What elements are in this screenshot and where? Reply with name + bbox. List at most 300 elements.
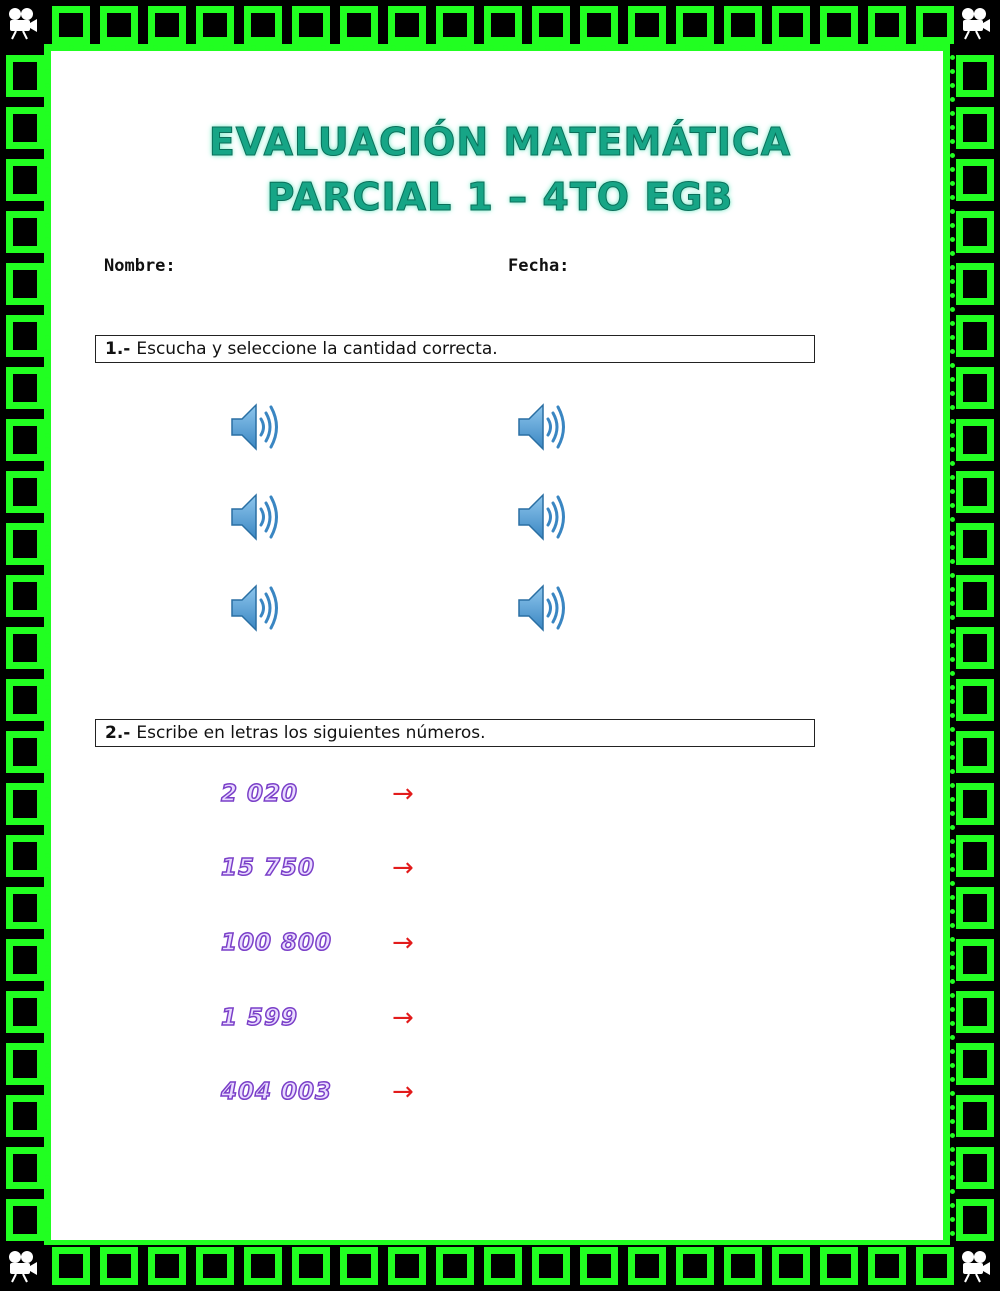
movie-camera-icon — [5, 6, 39, 40]
film-perforation — [45, 293, 50, 298]
film-perforation — [461, 45, 466, 50]
film-perforation — [405, 45, 410, 50]
film-perforation — [45, 475, 50, 480]
question-1-text: Escucha y seleccione la cantidad correcta. — [136, 339, 498, 359]
film-perforation — [559, 45, 564, 50]
film-frame-square — [956, 263, 994, 305]
film-frame-square — [956, 887, 994, 929]
film-frame-square — [6, 939, 44, 981]
film-frame-square — [916, 1247, 954, 1285]
film-perforation — [45, 433, 50, 438]
film-frame-square — [956, 991, 994, 1033]
film-perforation — [45, 1049, 50, 1054]
film-perforation — [293, 45, 298, 50]
film-frame-square — [484, 1247, 522, 1285]
film-frame-square — [676, 6, 714, 44]
film-perforation — [45, 1007, 50, 1012]
film-frame-square — [956, 1199, 994, 1241]
film-perforation — [45, 265, 50, 270]
film-perforation — [45, 97, 50, 102]
film-perforation — [950, 447, 955, 452]
film-perforation — [45, 657, 50, 662]
film-perforation — [573, 1240, 578, 1245]
film-perforation — [45, 881, 50, 886]
film-perforation — [45, 223, 50, 228]
film-frame-square — [6, 315, 44, 357]
film-perforation — [45, 937, 50, 942]
film-frame-square — [628, 6, 666, 44]
film-frame-square — [868, 6, 906, 44]
film-perforation — [713, 1240, 718, 1245]
film-perforation — [657, 1240, 662, 1245]
film-perforation — [950, 377, 955, 382]
film-perforation — [503, 1240, 508, 1245]
film-perforation — [950, 223, 955, 228]
film-perforation — [629, 1240, 634, 1245]
film-perforation — [950, 601, 955, 606]
film-perforation — [45, 1161, 50, 1166]
film-frame-square — [820, 1247, 858, 1285]
film-frame-square — [6, 835, 44, 877]
film-frame-square — [676, 1247, 714, 1285]
film-perforation — [237, 1240, 242, 1245]
film-perforation — [950, 587, 955, 592]
movie-camera-icon — [5, 1249, 39, 1283]
film-perforation — [755, 45, 760, 50]
film-perforation — [950, 1161, 955, 1166]
film-perforation — [209, 1240, 214, 1245]
film-perforation — [950, 251, 955, 256]
film-frame-square — [484, 6, 522, 44]
film-perforation — [950, 657, 955, 662]
film-perforation — [615, 45, 620, 50]
film-perforation — [950, 293, 955, 298]
film-perforation — [950, 839, 955, 844]
film-perforation — [699, 45, 704, 50]
film-frame-square — [956, 523, 994, 565]
film-perforation — [587, 1240, 592, 1245]
film-frame-square — [6, 55, 44, 97]
film-perforation — [45, 1203, 50, 1208]
film-perforation — [45, 167, 50, 172]
film-frame-square — [436, 6, 474, 44]
film-perforation — [167, 1240, 172, 1245]
film-perforation — [950, 335, 955, 340]
film-perforation — [950, 1189, 955, 1194]
film-perforation — [950, 265, 955, 270]
film-perforation — [517, 1240, 522, 1245]
film-perforation — [950, 1049, 955, 1054]
film-frame-square — [6, 731, 44, 773]
film-perforation — [125, 1240, 130, 1245]
film-perforation — [950, 769, 955, 774]
film-perforation — [923, 1240, 928, 1245]
film-perforation — [45, 979, 50, 984]
film-perforation — [950, 1063, 955, 1068]
film-perforation — [45, 895, 50, 900]
film-perforation — [45, 615, 50, 620]
number-item: 1 599 — [221, 1005, 299, 1031]
film-perforation — [45, 993, 50, 998]
film-frame-square — [6, 263, 44, 305]
film-perforation — [950, 755, 955, 760]
film-perforation — [950, 97, 955, 102]
film-perforation — [950, 461, 955, 466]
film-perforation — [55, 45, 60, 50]
film-perforation — [950, 573, 955, 578]
film-frame-square — [6, 419, 44, 461]
film-perforation — [45, 517, 50, 522]
speaker-icon[interactable] — [228, 489, 284, 545]
film-perforation — [950, 1217, 955, 1222]
film-perforation — [125, 45, 130, 50]
film-perforation — [153, 45, 158, 50]
film-frame-square — [340, 6, 378, 44]
film-perforation — [419, 1240, 424, 1245]
film-perforation — [950, 503, 955, 508]
film-perforation — [950, 531, 955, 536]
film-perforation — [950, 419, 955, 424]
film-frame-square — [956, 575, 994, 617]
film-perforation — [909, 45, 914, 50]
film-perforation — [923, 45, 928, 50]
film-perforation — [517, 45, 522, 50]
film-perforation — [950, 727, 955, 732]
film-frame-square — [956, 419, 994, 461]
film-perforation — [531, 1240, 536, 1245]
number-item: 100 800 — [221, 930, 333, 956]
film-frame-square — [956, 367, 994, 409]
film-perforation — [45, 279, 50, 284]
arrow-icon: → — [392, 928, 414, 958]
film-frame-square — [532, 1247, 570, 1285]
worksheet-title-line2: PARCIAL 1 – 4TO EGB — [266, 175, 734, 219]
film-perforation — [45, 1231, 50, 1236]
film-perforation — [45, 1175, 50, 1180]
film-perforation — [950, 1147, 955, 1152]
film-perforation — [950, 391, 955, 396]
film-perforation — [447, 45, 452, 50]
film-perforation — [950, 629, 955, 634]
film-perforation — [741, 45, 746, 50]
film-frame-square — [148, 6, 186, 44]
film-perforation — [671, 45, 676, 50]
film-perforation — [950, 433, 955, 438]
film-perforation — [950, 83, 955, 88]
film-perforation — [45, 545, 50, 550]
film-perforation — [895, 45, 900, 50]
date-label: Fecha: — [508, 256, 570, 276]
film-perforation — [45, 349, 50, 354]
film-perforation — [139, 1240, 144, 1245]
film-perforation — [45, 811, 50, 816]
speaker-icon[interactable] — [228, 399, 284, 455]
film-perforation — [950, 1119, 955, 1124]
film-perforation — [45, 699, 50, 704]
question-2-number: 2.- — [105, 723, 131, 743]
film-perforation — [45, 755, 50, 760]
film-perforation — [950, 1007, 955, 1012]
film-perforation — [629, 45, 634, 50]
film-frame-square — [6, 1199, 44, 1241]
film-perforation — [461, 1240, 466, 1245]
film-perforation — [950, 517, 955, 522]
film-perforation — [895, 1240, 900, 1245]
film-perforation — [209, 45, 214, 50]
film-frame-square — [52, 6, 90, 44]
film-perforation — [45, 965, 50, 970]
film-perforation — [45, 503, 50, 508]
film-perforation — [45, 867, 50, 872]
film-perforation — [111, 1240, 116, 1245]
film-perforation — [45, 671, 50, 676]
film-frame-square — [956, 679, 994, 721]
film-perforation — [45, 1035, 50, 1040]
film-perforation — [111, 45, 116, 50]
film-perforation — [755, 1240, 760, 1245]
film-frame-square — [292, 1247, 330, 1285]
film-perforation — [45, 853, 50, 858]
film-perforation — [909, 1240, 914, 1245]
film-perforation — [950, 713, 955, 718]
film-perforation — [45, 391, 50, 396]
film-perforation — [950, 1077, 955, 1082]
film-perforation — [503, 45, 508, 50]
film-perforation — [950, 405, 955, 410]
film-frame-square — [6, 1147, 44, 1189]
speaker-icon[interactable] — [515, 399, 571, 455]
film-perforation — [433, 45, 438, 50]
film-frame-square — [388, 1247, 426, 1285]
film-frame-square — [388, 6, 426, 44]
speaker-icon[interactable] — [515, 580, 571, 636]
film-perforation — [950, 671, 955, 676]
film-perforation — [45, 111, 50, 116]
film-perforation — [391, 1240, 396, 1245]
film-perforation — [475, 45, 480, 50]
film-frame-square — [956, 1043, 994, 1085]
film-perforation — [853, 45, 858, 50]
speaker-icon[interactable] — [515, 489, 571, 545]
film-perforation — [797, 45, 802, 50]
film-perforation — [377, 1240, 382, 1245]
film-perforation — [237, 45, 242, 50]
film-perforation — [545, 1240, 550, 1245]
film-frame-square — [820, 6, 858, 44]
film-frame-square — [868, 1247, 906, 1285]
film-perforation — [45, 447, 50, 452]
film-perforation — [950, 783, 955, 788]
film-frame-square — [772, 6, 810, 44]
film-frame-square — [6, 783, 44, 825]
movie-camera-icon — [958, 6, 992, 40]
film-perforation — [391, 45, 396, 50]
film-frame-square — [628, 1247, 666, 1285]
film-perforation — [601, 1240, 606, 1245]
film-perforation — [950, 559, 955, 564]
film-perforation — [251, 1240, 256, 1245]
film-perforation — [181, 1240, 186, 1245]
film-perforation — [363, 45, 368, 50]
film-perforation — [45, 335, 50, 340]
film-perforation — [69, 45, 74, 50]
film-frame-square — [100, 1247, 138, 1285]
film-perforation — [489, 1240, 494, 1245]
film-perforation — [45, 713, 50, 718]
film-perforation — [321, 45, 326, 50]
film-perforation — [223, 1240, 228, 1245]
number-item: 404 003 — [221, 1079, 333, 1105]
film-perforation — [950, 489, 955, 494]
film-perforation — [223, 45, 228, 50]
worksheet-page — [51, 51, 943, 1240]
film-perforation — [349, 45, 354, 50]
film-perforation — [69, 1240, 74, 1245]
film-perforation — [950, 965, 955, 970]
film-perforation — [419, 45, 424, 50]
question-2-text: Escribe en letras los siguientes números. — [136, 723, 486, 743]
film-perforation — [950, 167, 955, 172]
film-frame-square — [6, 991, 44, 1033]
speaker-icon[interactable] — [228, 580, 284, 636]
film-frame-square — [6, 1095, 44, 1137]
film-perforation — [45, 769, 50, 774]
film-perforation — [45, 629, 50, 634]
film-frame-square — [956, 315, 994, 357]
film-perforation — [45, 601, 50, 606]
film-perforation — [45, 1105, 50, 1110]
film-perforation — [335, 45, 340, 50]
film-perforation — [377, 45, 382, 50]
film-perforation — [531, 45, 536, 50]
film-frame-square — [956, 939, 994, 981]
film-frame-square — [6, 575, 44, 617]
film-perforation — [769, 1240, 774, 1245]
film-perforation — [45, 573, 50, 578]
film-perforation — [307, 1240, 312, 1245]
film-frame-square — [6, 471, 44, 513]
film-perforation — [950, 909, 955, 914]
film-perforation — [45, 727, 50, 732]
film-perforation — [45, 237, 50, 242]
film-perforation — [45, 531, 50, 536]
film-perforation — [55, 1240, 60, 1245]
film-perforation — [881, 45, 886, 50]
film-perforation — [45, 951, 50, 956]
film-perforation — [45, 251, 50, 256]
film-perforation — [321, 1240, 326, 1245]
film-perforation — [950, 237, 955, 242]
film-frame-square — [6, 887, 44, 929]
question-1-number: 1.- — [105, 339, 131, 359]
film-perforation — [279, 1240, 284, 1245]
film-perforation — [45, 783, 50, 788]
film-perforation — [45, 909, 50, 914]
film-perforation — [950, 545, 955, 550]
film-perforation — [45, 1217, 50, 1222]
film-perforation — [153, 1240, 158, 1245]
film-perforation — [950, 1035, 955, 1040]
film-perforation — [881, 1240, 886, 1245]
film-perforation — [783, 1240, 788, 1245]
film-perforation — [950, 643, 955, 648]
film-frame-square — [724, 6, 762, 44]
film-perforation — [405, 1240, 410, 1245]
film-frame-square — [244, 6, 282, 44]
film-perforation — [657, 45, 662, 50]
film-perforation — [45, 321, 50, 326]
arrow-icon: → — [392, 1077, 414, 1107]
film-perforation — [587, 45, 592, 50]
film-perforation — [811, 45, 816, 50]
arrow-icon: → — [392, 1003, 414, 1033]
film-perforation — [950, 741, 955, 746]
question-2-box — [95, 719, 815, 747]
film-perforation — [727, 1240, 732, 1245]
film-perforation — [167, 45, 172, 50]
film-perforation — [45, 685, 50, 690]
worksheet-title-line1: EVALUACIÓN MATEMÁTICA — [208, 120, 792, 164]
film-perforation — [139, 45, 144, 50]
film-perforation — [545, 45, 550, 50]
film-perforation — [950, 1133, 955, 1138]
film-perforation — [685, 45, 690, 50]
film-perforation — [825, 45, 830, 50]
film-frame-square — [148, 1247, 186, 1285]
film-frame-square — [52, 1247, 90, 1285]
film-perforation — [950, 895, 955, 900]
film-perforation — [363, 1240, 368, 1245]
film-perforation — [45, 587, 50, 592]
film-perforation — [251, 45, 256, 50]
film-perforation — [950, 1231, 955, 1236]
film-perforation — [45, 363, 50, 368]
film-perforation — [727, 45, 732, 50]
film-perforation — [45, 559, 50, 564]
question-1-box — [95, 335, 815, 363]
film-perforation — [45, 741, 50, 746]
film-perforation — [950, 69, 955, 74]
film-perforation — [45, 307, 50, 312]
film-perforation — [475, 1240, 480, 1245]
film-perforation — [643, 45, 648, 50]
film-perforation — [489, 45, 494, 50]
film-frame-square — [956, 731, 994, 773]
film-perforation — [45, 1091, 50, 1096]
film-perforation — [950, 321, 955, 326]
film-perforation — [181, 45, 186, 50]
film-frame-square — [100, 6, 138, 44]
film-perforation — [950, 699, 955, 704]
film-frame-square — [6, 679, 44, 721]
film-perforation — [839, 45, 844, 50]
film-perforation — [45, 923, 50, 928]
film-frame-square — [956, 783, 994, 825]
film-perforation — [335, 1240, 340, 1245]
film-perforation — [937, 1240, 942, 1245]
film-perforation — [293, 1240, 298, 1245]
film-perforation — [97, 45, 102, 50]
film-perforation — [45, 797, 50, 802]
film-perforation — [853, 1240, 858, 1245]
film-perforation — [950, 881, 955, 886]
film-perforation — [685, 1240, 690, 1245]
film-perforation — [937, 45, 942, 50]
film-frame-square — [244, 1247, 282, 1285]
film-perforation — [45, 1063, 50, 1068]
film-frame-square — [196, 1247, 234, 1285]
film-perforation — [741, 1240, 746, 1245]
